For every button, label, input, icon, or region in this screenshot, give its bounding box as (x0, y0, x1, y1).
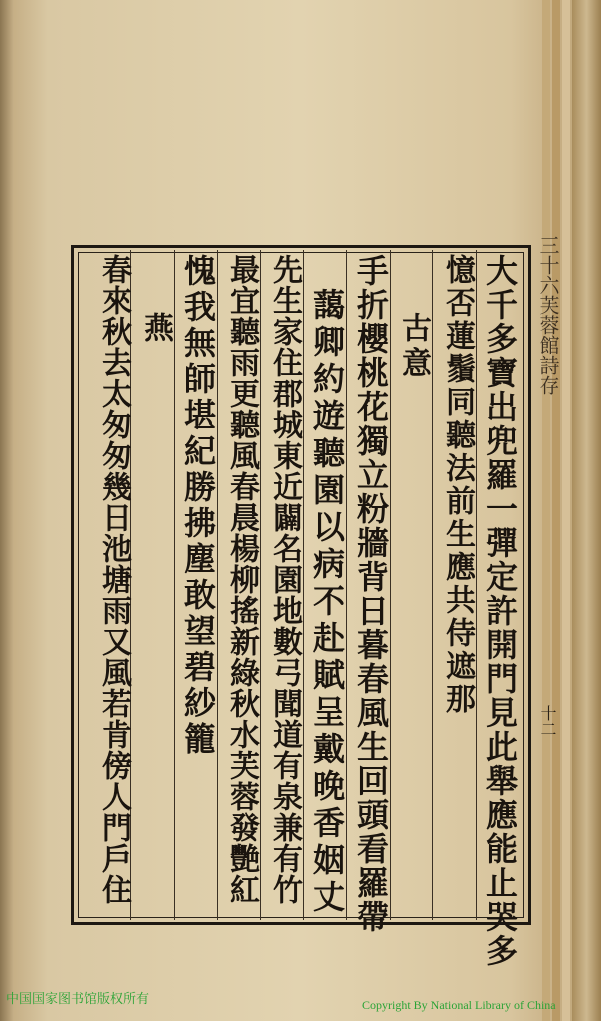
text-column-2: 憶否蓮鬚同聽法前生應共侍遮那 (440, 254, 475, 716)
text-column-10: 春來秋去太匆匆幾日池塘雨又風若肯傍人門戶住 (96, 254, 131, 905)
poem-title-yan: 燕 (138, 312, 173, 347)
page-edge (552, 0, 560, 1021)
poem-title-guyi: 古意 (396, 312, 431, 382)
page-edge (562, 0, 570, 1021)
text-column-6: 先生家住郡城東近闢名園地數弓聞道有泉兼有竹 (267, 254, 302, 905)
fore-edge-title: 三十六芙蓉館詩存 (536, 235, 560, 395)
text-column-7: 最宜聽雨更聽風春晨楊柳搖新綠秋水芙蓉發艷紅 (224, 254, 259, 905)
binding-gutter (0, 0, 14, 1021)
page-number: 十二 (538, 705, 557, 737)
text-column-1: 大千多寶出兜羅一彈定許開門見此舉應能止哭多 (481, 254, 519, 968)
page-edge (572, 0, 601, 1021)
text-column-4: 手折櫻桃花獨立粉牆背日暮春風生回頭看羅帶 (352, 254, 390, 934)
watermark-chinese: 中国国家图书馆版权所有 (6, 992, 150, 1007)
column-rule (174, 250, 175, 920)
text-column-8: 愧我無師堪紀勝拂塵敢望碧紗籠 (179, 254, 217, 758)
page-edge (542, 0, 550, 1021)
watermark-english: Copyright By National Library of China (362, 998, 556, 1012)
poem-title-preface: 藹卿約遊聽園以病不赴賦呈戴晚香姻丈 (308, 288, 346, 917)
